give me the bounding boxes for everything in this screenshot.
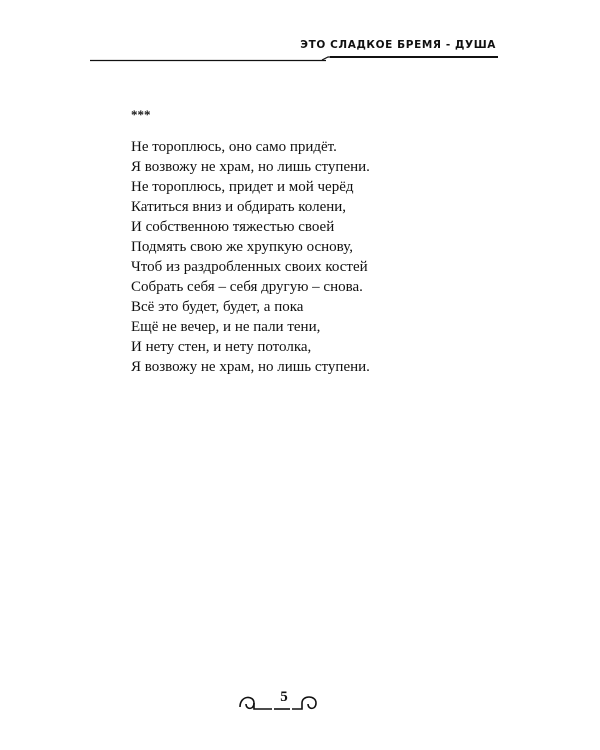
poem-line: И собственною тяжестью своей	[131, 219, 335, 235]
poem-line: Я возвожу не храм, но лишь ступени.	[131, 359, 370, 375]
poem-line: Катиться вниз и обдирать колени,	[131, 199, 347, 215]
poem-line: Подмять свою же хрупкую основу,	[131, 239, 353, 255]
running-head: ЭТО СЛАДКОЕ БРЕМЯ - ДУША	[300, 39, 496, 51]
poem-line: Собрать себя – себя другую – снова.	[131, 279, 363, 295]
poem-line: Я возвожу не храм, но лишь ступени.	[131, 159, 370, 175]
poem-line: Не тороплюсь, оно само придёт.	[131, 139, 337, 155]
poem-line: И нету стен, и нету потолка,	[131, 339, 312, 355]
page-number: 5	[280, 689, 288, 705]
poem-line: Не тороплюсь, придет и мой черёд	[131, 179, 354, 195]
poem-line: Чтоб из раздробленных своих костей	[131, 259, 368, 275]
poem	[131, 108, 370, 377]
poem-line: Ещё не вечер, и не пали тени,	[131, 319, 321, 335]
poem-line: Всё это будет, будет, а пока	[131, 299, 304, 315]
stanza-separator: ***	[131, 107, 151, 122]
